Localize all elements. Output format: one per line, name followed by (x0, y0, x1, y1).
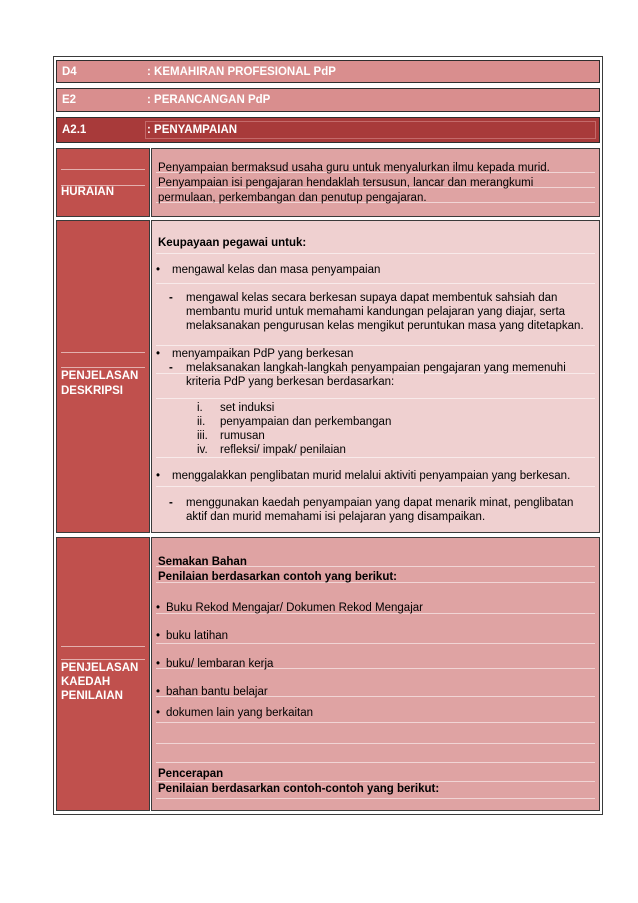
bullet-icon: • (156, 630, 161, 642)
bullet-icon: • (156, 707, 161, 719)
deskripsi-b1-sub-2: membantu murid untuk memahami kandungan pelajaran yang diajar, serta (186, 306, 566, 318)
kaedah-heading-1: Semakan Bahan (158, 556, 247, 568)
e2-title: : PERANCANGAN PdP (147, 94, 271, 106)
roman-num-1: i. (197, 402, 203, 414)
roman-item-2: penyampaian dan perkembangan (220, 416, 392, 428)
dash-icon: - (169, 497, 173, 509)
deskripsi-b3-sub-2: aktif dan murid memahami isi pelajaran yang disampaikan. (186, 511, 486, 523)
deskripsi-b1-sub-3: melaksanakan pengurusan kelas mengikut peruntukan masa yang ditetapkan. (186, 320, 584, 332)
dash-icon: - (169, 362, 173, 374)
dash-icon: - (169, 292, 173, 304)
kaedah-item-4: bahan bantu belajar (166, 686, 268, 698)
header-row-d4 (56, 60, 600, 83)
huraian-line-2: Penyampaian isi pengajaran hendaklah tersusun, lancar dan merangkumi (158, 177, 534, 189)
deskripsi-intro: Keupayaan pegawai untuk: (158, 237, 307, 249)
kaedah-label-1: PENJELASAN (61, 662, 139, 674)
deskripsi-content (151, 220, 600, 533)
deskripsi-b3-sub-1: menggunakan kaedah penyampaian yang dapat menarik minat, penglibatan (186, 497, 574, 509)
kaedah-item-2: buku latihan (166, 630, 229, 642)
deskripsi-bullet-2: menyampaikan PdP yang berkesan (172, 348, 354, 360)
roman-item-4: refleksi/ impak/ penilaian (220, 444, 346, 456)
kaedah-heading-2: Penilaian berdasarkan contoh yang berikut: (158, 571, 398, 583)
kaedah-item-5: dokumen lain yang berkaitan (166, 707, 314, 719)
deskripsi-b2-sub-2: kriteria PdP yang berkesan berdasarkan: (186, 376, 395, 388)
bullet-icon: • (156, 264, 161, 276)
roman-item-3: rumusan (220, 430, 265, 442)
huraian-label-cell (56, 148, 150, 217)
header-row-a21 (56, 117, 600, 143)
e2-code: E2 (62, 94, 77, 106)
kaedah-label-2: KAEDAH (61, 676, 111, 688)
roman-num-3: iii. (197, 430, 208, 442)
bullet-icon: • (156, 686, 161, 698)
kaedah-item-3: buku/ lembaran kerja (166, 658, 274, 670)
kaedah-item-1: Buku Rekod Mengajar/ Dokumen Rekod Mengajar (166, 602, 423, 614)
d4-title: : KEMAHIRAN PROFESIONAL PdP (147, 65, 336, 78)
roman-num-2: ii. (197, 416, 206, 428)
huraian-line-3: permulaan, perkembangan dan penutup pengajaran. (158, 192, 427, 204)
deskripsi-label-cell (56, 220, 150, 533)
huraian-content (151, 148, 600, 217)
bullet-icon: • (156, 602, 161, 614)
a21-title: : PENYAMPAIAN (147, 124, 238, 136)
a21-code: A2.1 (62, 124, 87, 136)
kaedah-heading-3: Pencerapan (158, 768, 224, 780)
kaedah-label-cell (56, 537, 150, 811)
roman-num-4: iv. (197, 444, 208, 456)
bullet-icon: • (156, 348, 161, 360)
roman-item-1: set induksi (220, 402, 275, 414)
bullet-icon: • (156, 658, 161, 670)
d4-code: D4 (62, 65, 77, 78)
deskripsi-b1-sub-1: mengawal kelas secara berkesan supaya dapat membentuk sahsiah dan (186, 292, 558, 304)
deskripsi-bullet-3: menggalakkan penglibatan murid melalui aktiviti penyampaian yang berkesan. (172, 470, 571, 482)
header-row-e2 (56, 88, 600, 112)
huraian-label: HURAIAN (61, 186, 115, 198)
bullet-icon: • (156, 470, 161, 482)
kaedah-content (151, 537, 600, 811)
deskripsi-label-1: PENJELASAN (61, 370, 139, 382)
kaedah-heading-4: Penilaian berdasarkan contoh-contoh yang berikut: (158, 783, 440, 795)
huraian-line-1: Penyampaian bermaksud usaha guru untuk menyalurkan ilmu kepada murid. (158, 162, 550, 174)
deskripsi-bullet-1: mengawal kelas dan masa penyampaian (172, 264, 381, 276)
kaedah-label-3: PENILAIAN (61, 690, 123, 702)
deskripsi-label-2: DESKRIPSI (61, 385, 123, 397)
deskripsi-b2-sub-1: melaksanakan langkah-langkah penyampaian pengajaran yang memenuhi (186, 362, 566, 374)
